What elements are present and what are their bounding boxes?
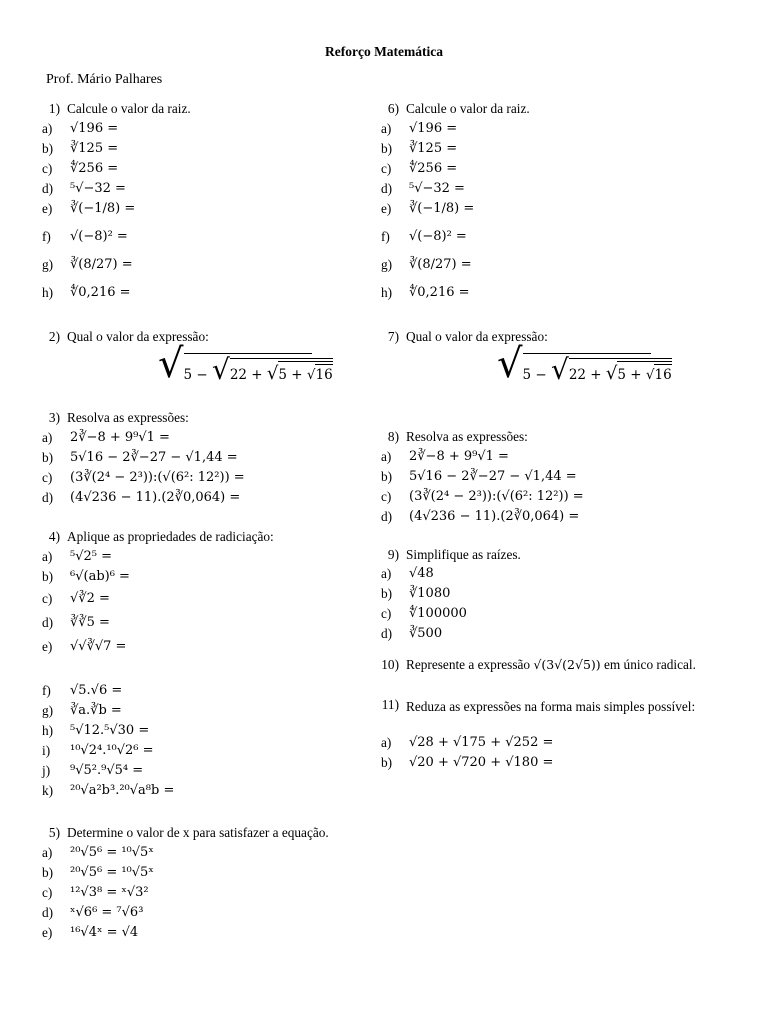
item-label: a) <box>42 549 53 564</box>
question-number: 10) <box>381 657 399 672</box>
item-expression: √28 + √175 + √252 = <box>409 735 554 750</box>
item-expression: √(−8)² = <box>409 229 467 244</box>
question-number: 7) <box>387 329 399 344</box>
item-expression: ¹²√3⁸ = ˣ√3² <box>70 885 149 900</box>
item-label: c) <box>381 606 392 621</box>
item-expression: ∜0,216 = <box>70 285 131 300</box>
question-text: Aplique as propriedades de radiciação: <box>67 529 274 544</box>
item-label: b) <box>381 141 393 156</box>
item-expression: ∛125 = <box>70 141 119 156</box>
question-number: 2) <box>48 329 60 344</box>
item-expression: (4√236 − 11).(2∛0,064) = <box>409 509 580 524</box>
item-label: c) <box>42 161 53 176</box>
item-expression: √√∛√7 = <box>70 639 127 654</box>
item-expression: ∜100000 <box>409 606 467 621</box>
author-line: Prof. Mário Palhares <box>46 72 163 87</box>
item-label: a) <box>42 845 53 860</box>
item-label: b) <box>381 755 393 770</box>
item-expression: ∛125 = <box>409 141 458 156</box>
question-text: Calcule o valor da raiz. <box>67 101 191 116</box>
item-expression: ∛(8/27) = <box>70 257 133 272</box>
item-label: g) <box>42 703 54 718</box>
q10-expression: √(3√(2√5)) <box>533 657 601 672</box>
item-expression: ⁵√12.⁵√30 = <box>70 723 150 738</box>
item-expression: ²⁰√5⁶ = ¹⁰√5ˣ <box>70 845 154 860</box>
q10-text-before: Represente a expressão <box>406 657 531 672</box>
item-label: k) <box>42 783 54 798</box>
item-label: d) <box>381 626 393 641</box>
page-title: Reforço Matemática <box>324 44 444 59</box>
item-label: b) <box>42 569 54 584</box>
item-expression: ∛(8/27) = <box>409 257 472 272</box>
item-label: e) <box>42 925 53 940</box>
item-label: h) <box>381 285 393 300</box>
item-label: e) <box>381 201 392 216</box>
item-label: d) <box>42 905 54 920</box>
item-expression: (4√236 − 11).(2∛0,064) = <box>70 490 241 505</box>
item-label: c) <box>42 470 53 485</box>
item-label: a) <box>381 735 392 750</box>
question-number: 11) <box>381 697 399 712</box>
question-text: Determine o valor de x para satisfazer a equação. <box>67 825 329 840</box>
question-number: 5) <box>48 825 60 840</box>
question-text <box>406 657 696 673</box>
item-expression: ⁹√5².⁹√5⁴ = <box>70 763 144 778</box>
question-text: Qual o valor da expressão: <box>67 329 209 344</box>
item-expression: √20 + √720 + √180 = <box>409 755 554 770</box>
question-text: Calcule o valor da raiz. <box>406 101 530 116</box>
item-label: a) <box>381 449 392 464</box>
item-label: d) <box>42 615 54 630</box>
item-expression: ²⁰√a²b³.²⁰√a⁸b = <box>70 783 175 798</box>
item-expression: 5√16 − 2∛−27 − √1,44 = <box>409 469 577 484</box>
item-label: c) <box>42 885 53 900</box>
item-expression: ∜256 = <box>409 161 458 176</box>
item-label: e) <box>42 201 53 216</box>
item-label: c) <box>381 161 392 176</box>
item-label: b) <box>381 586 393 601</box>
item-expression: 2∛−8 + 9⁹√1 = <box>409 449 509 464</box>
item-label: c) <box>381 489 392 504</box>
item-expression: ∜256 = <box>70 161 119 176</box>
question-text: Reduza as expressões na forma mais simples possível: <box>406 699 696 714</box>
question-number: 9) <box>387 547 399 562</box>
item-label: b) <box>42 450 54 465</box>
item-label: d) <box>381 181 393 196</box>
item-label: h) <box>42 723 54 738</box>
item-expression: ²⁰√5⁶ = ¹⁰√5ˣ <box>70 865 154 880</box>
item-expression: ¹⁶√4ˣ = √4 <box>70 925 139 940</box>
item-label: c) <box>42 591 53 606</box>
item-label: b) <box>381 469 393 484</box>
item-expression: √196 = <box>409 121 458 136</box>
item-label: g) <box>381 257 393 272</box>
q2-expression: √5 − √22 + √5 + √16 <box>158 341 333 387</box>
question-text: Resolva as expressões: <box>406 429 528 444</box>
item-expression: ∛a.∛b = <box>70 703 122 718</box>
q7-expression: √5 − √22 + √5 + √16 <box>497 341 672 387</box>
question-text: Simplifique as raízes. <box>406 547 521 562</box>
item-expression: √48 <box>409 566 434 581</box>
question-text: Resolva as expressões: <box>67 410 189 425</box>
item-expression: ⁵√2⁵ = <box>70 549 113 564</box>
item-label: j) <box>42 763 51 778</box>
item-expression: √5.√6 = <box>70 683 123 698</box>
item-label: d) <box>42 181 54 196</box>
item-expression: ∛500 <box>409 626 443 641</box>
item-expression: ∛(−1/8) = <box>409 201 475 216</box>
item-expression: ∛∛5 = <box>70 615 110 630</box>
item-expression: ∜0,216 = <box>409 285 470 300</box>
question-number: 8) <box>387 429 399 444</box>
item-label: d) <box>381 509 393 524</box>
item-expression: ∛1080 <box>409 586 451 601</box>
item-expression: √(−8)² = <box>70 229 128 244</box>
item-expression: ˣ√6⁶ = ⁷√6³ <box>70 905 144 920</box>
item-expression: 5√16 − 2∛−27 − √1,44 = <box>70 450 238 465</box>
item-label: a) <box>381 566 392 581</box>
item-label: d) <box>42 490 54 505</box>
item-label: g) <box>42 257 54 272</box>
item-expression: ⁶√(ab)⁶ = <box>70 569 130 584</box>
q10-text-after: em único radical. <box>603 657 696 672</box>
question-number: 1) <box>48 101 60 116</box>
item-label: f) <box>381 229 390 244</box>
item-expression: (3∛(2⁴ − 2³)):(√(6²: 12²)) = <box>409 489 584 504</box>
item-label: e) <box>42 639 53 654</box>
item-expression: ⁵√−32 = <box>409 181 465 196</box>
item-label: a) <box>381 121 392 136</box>
item-label: a) <box>42 430 53 445</box>
item-label: f) <box>42 683 51 698</box>
item-label: a) <box>42 121 53 136</box>
question-number: 6) <box>387 101 399 116</box>
item-expression: ⁵√−32 = <box>70 181 126 196</box>
item-label: b) <box>42 141 54 156</box>
item-label: b) <box>42 865 54 880</box>
item-expression: (3∛(2⁴ − 2³)):(√(6²: 12²)) = <box>70 470 245 485</box>
item-label: i) <box>42 743 51 758</box>
item-expression: √∛2 = <box>70 591 110 606</box>
question-text: Qual o valor da expressão: <box>406 329 548 344</box>
item-expression: 2∛−8 + 9⁹√1 = <box>70 430 170 445</box>
item-expression: ∛(−1/8) = <box>70 201 136 216</box>
item-expression: ¹⁰√2⁴.¹⁰√2⁶ = <box>70 743 154 758</box>
item-label: f) <box>42 229 51 244</box>
question-number: 3) <box>48 410 60 425</box>
item-label: h) <box>42 285 54 300</box>
item-expression: √196 = <box>70 121 119 136</box>
question-number: 4) <box>48 529 60 544</box>
